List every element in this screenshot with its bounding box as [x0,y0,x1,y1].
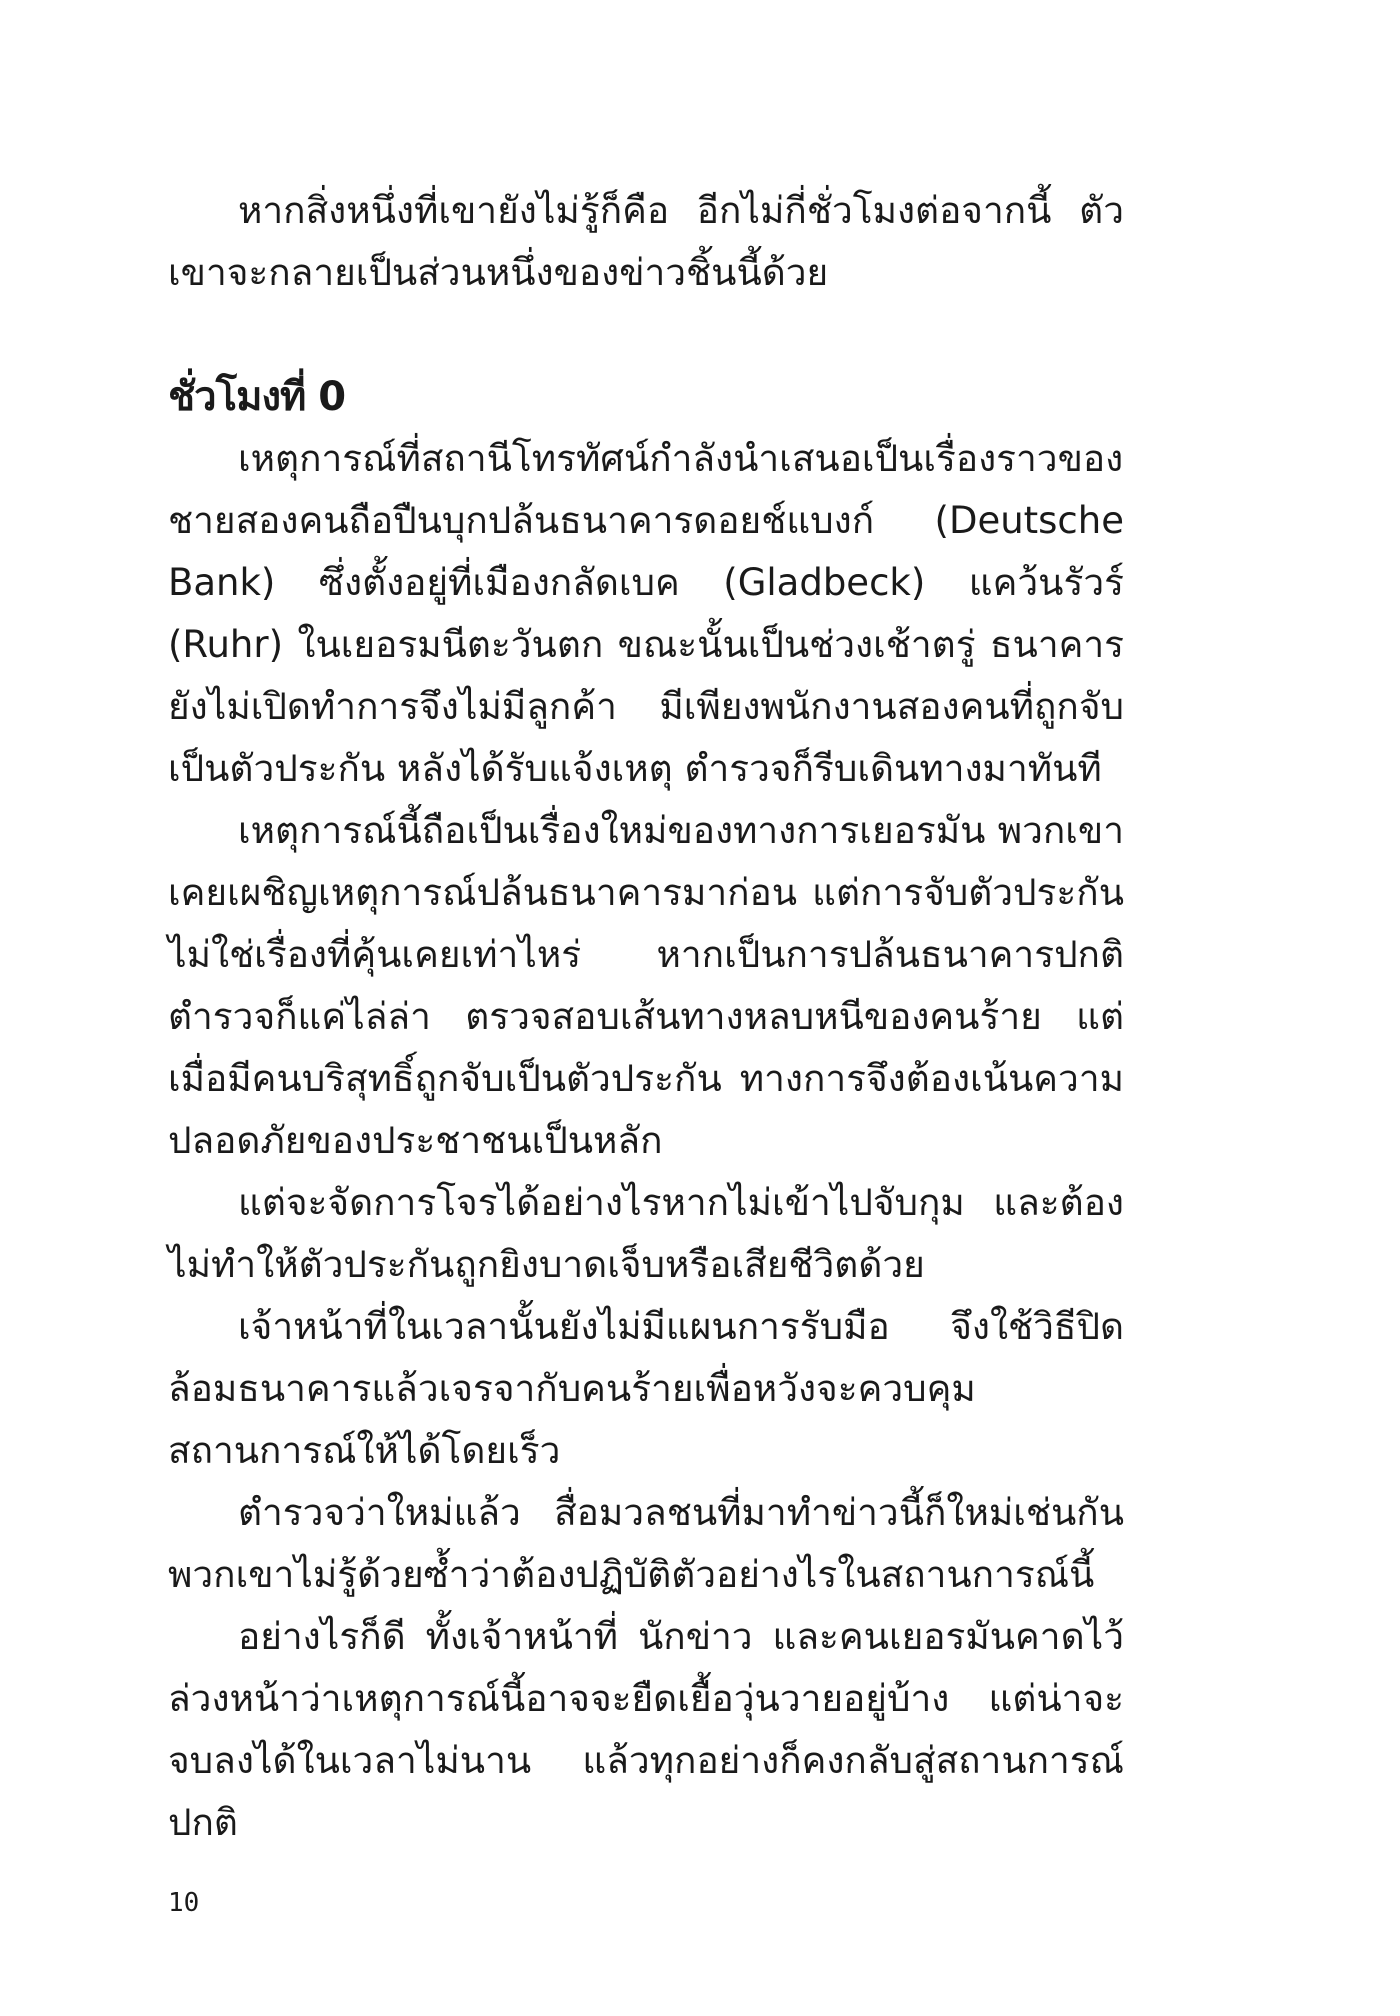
body-paragraph: อย่างไรก็ดี ทั้งเจ้าหน้าที่ นักข่าว และคนเยอรมันคาดไว้ล่วงหน้าว่าเหตุการณ์นี้อาจจะยืดเยื้อวุ่นวายอยู่บ้าง แต่น่าจะจบลงได้ในเวลาไม่นาน แล้วทุกอย่างก็คงกลับสู่สถานการณ์ปกติ [168,1615,1124,1844]
body-paragraph: ตำรวจว่าใหม่แล้ว สื่อมวลชนที่มาทำข่าวนี้ก็ใหม่เช่นกัน พวกเขาไม่รู้ด้วยซ้ำว่าต้องปฏิบัติตัวอย่างไรในสถานการณ์นี้ [168,1491,1124,1596]
body-paragraph: แต่จะจัดการโจรได้อย่างไรหากไม่เข้าไปจับกุม และต้องไม่ทำให้ตัวประกันถูกยิงบาดเจ็บหรือเสียชีวิตด้วย [168,1181,1124,1286]
body-paragraph: เหตุการณ์นี้ถือเป็นเรื่องใหม่ของทางการเยอรมัน พวกเขาเคยเผชิญเหตุการณ์ปล้นธนาคารมาก่อน แต่การจับตัวประกันไม่ใช่เรื่องที่คุ้นเคยเท่าไหร่ หากเป็นการปล้นธนาคารปกติตำรวจก็แค่ไล่ล่า ตรวจสอบเส้นทางหลบหนีของคนร้าย แต่เมื่อมีคนบริสุทธิ์ถูกจับเป็นตัวประกัน ทางการจึงต้องเน้นความปลอดภัยของประชาชนเป็นหลัก [168,809,1124,1162]
body-paragraph: เหตุการณ์ที่สถานีโทรทัศน์กำลังนำเสนอเป็นเรื่องราวของชายสองคนถือปืนบุกปล้นธนาคารดอยช์แบงก์ (Deutsche Bank) ซึ่งตั้งอยู่ที่เมืองกลัดเบค (Gladbeck) แคว้นรัวร์ (Ruhr) ในเยอรมนีตะวันตก ขณะนั้นเป็นช่วงเช้าตรู่ ธนาคารยังไม่เปิดทำการจึงไม่มีลูกค้า มีเพียงพนักงานสองคนที่ถูกจับเป็นตัวประกัน หลังได้รับแจ้งเหตุ ตำรวจก็รีบเดินทางมาทันที [168,437,1124,790]
page-number: 10 [168,1888,200,1918]
page-body [168,180,1124,1854]
body-paragraph: เจ้าหน้าที่ในเวลานั้นยังไม่มีแผนการรับมือ จึงใช้วิธีปิดล้อมธนาคารแล้วเจรจากับคนร้ายเพื่อหวังจะควบคุมสถานการณ์ให้ได้โดยเร็ว [168,1305,1124,1472]
intro-paragraph: หากสิ่งหนึ่งที่เขายังไม่รู้ก็คือ อีกไม่กี่ชั่วโมงต่อจากนี้ ตัวเขาจะกลายเป็นส่วนหนึ่งของข่าวชิ้นนี้ด้วย [168,189,1124,294]
section-heading: ชั่วโมงที่ 0 [168,374,346,420]
